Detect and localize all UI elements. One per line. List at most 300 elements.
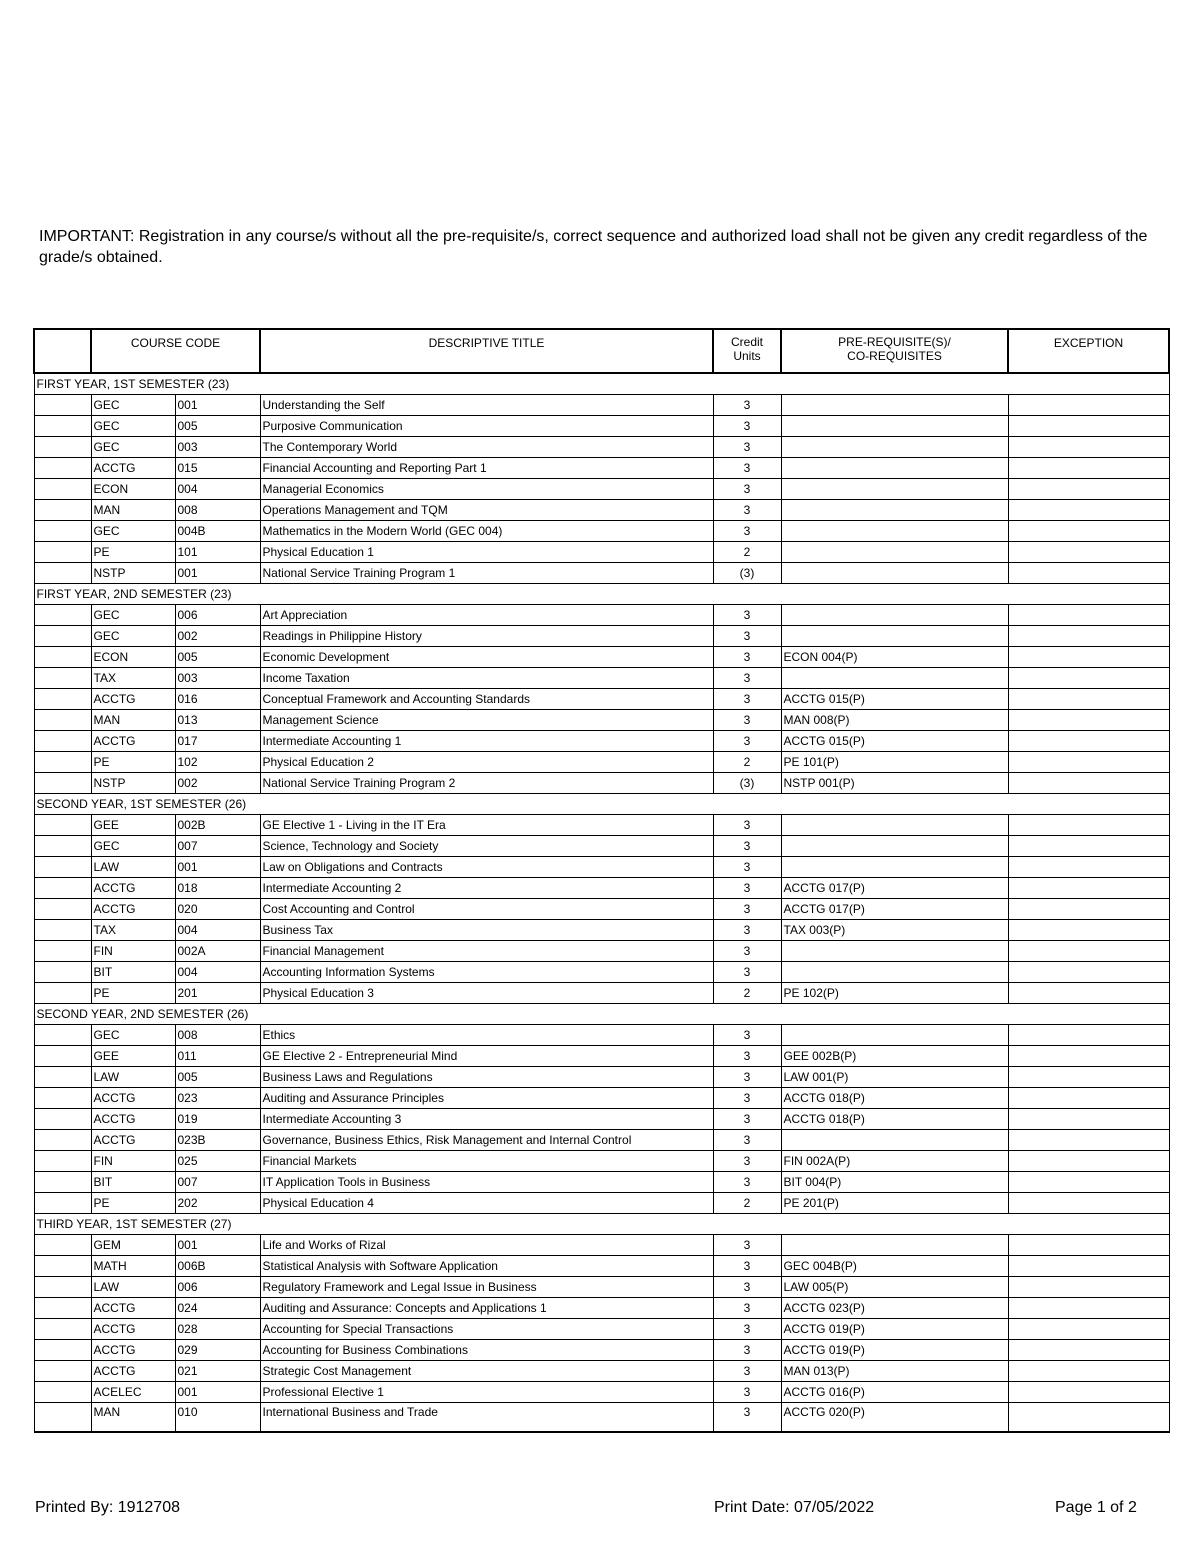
course-prerequisite <box>781 962 1008 983</box>
course-exception <box>1008 1361 1169 1382</box>
course-title: Managerial Economics <box>260 479 713 500</box>
course-title: Understanding the Self <box>260 395 713 416</box>
course-subject: PE <box>91 752 175 773</box>
course-prerequisite: TAX 003(P) <box>781 920 1008 941</box>
course-prerequisite: GEC 004B(P) <box>781 1256 1008 1277</box>
course-title: Physical Education 1 <box>260 542 713 563</box>
course-prerequisite: ACCTG 015(P) <box>781 689 1008 710</box>
course-subject: ACCTG <box>91 1109 175 1130</box>
course-row <box>34 920 1169 941</box>
header-prerequisites <box>781 329 1008 373</box>
course-subject: MAN <box>91 710 175 731</box>
course-exception <box>1008 1025 1169 1046</box>
course-number: 006 <box>175 605 260 626</box>
course-units: 3 <box>713 395 781 416</box>
course-row <box>34 1025 1169 1046</box>
course-title: Financial Accounting and Reporting Part 1 <box>260 458 713 479</box>
course-units: 3 <box>713 605 781 626</box>
course-subject: MAN <box>91 1403 175 1433</box>
course-row <box>34 1109 1169 1130</box>
course-subject: GEE <box>91 815 175 836</box>
course-subject: TAX <box>91 920 175 941</box>
course-units: (3) <box>713 563 781 584</box>
course-subject: PE <box>91 542 175 563</box>
course-units: 3 <box>713 689 781 710</box>
course-row <box>34 1151 1169 1172</box>
course-subject: PE <box>91 1193 175 1214</box>
course-units: 3 <box>713 647 781 668</box>
row-blank-cell <box>34 1403 91 1433</box>
course-title: Life and Works of Rizal <box>260 1235 713 1256</box>
course-exception <box>1008 878 1169 899</box>
course-row <box>34 1340 1169 1361</box>
course-exception <box>1008 815 1169 836</box>
course-title: Governance, Business Ethics, Risk Management and Internal Control <box>260 1130 713 1151</box>
course-exception <box>1008 1067 1169 1088</box>
course-prerequisite <box>781 479 1008 500</box>
course-row <box>34 1235 1169 1256</box>
course-subject: ACCTG <box>91 1088 175 1109</box>
course-units: 3 <box>713 479 781 500</box>
course-exception <box>1008 1151 1169 1172</box>
row-blank-cell <box>34 542 91 563</box>
course-subject: ACCTG <box>91 878 175 899</box>
course-title: Financial Management <box>260 941 713 962</box>
row-blank-cell <box>34 521 91 542</box>
course-row <box>34 521 1169 542</box>
course-exception <box>1008 773 1169 794</box>
semester-header-row <box>34 373 1169 395</box>
course-subject: FIN <box>91 941 175 962</box>
row-blank-cell <box>34 1277 91 1298</box>
course-exception <box>1008 416 1169 437</box>
page-number: Page 1 of 2 <box>1055 1499 1137 1516</box>
row-blank-cell <box>34 395 91 416</box>
course-prerequisite <box>781 941 1008 962</box>
course-exception <box>1008 395 1169 416</box>
course-prerequisite: ECON 004(P) <box>781 647 1008 668</box>
row-blank-cell <box>34 1193 91 1214</box>
row-blank-cell <box>34 1319 91 1340</box>
course-subject: ACCTG <box>91 1340 175 1361</box>
course-title: International Business and Trade <box>260 1403 713 1433</box>
course-units: 3 <box>713 458 781 479</box>
semester-header-row <box>34 584 1169 605</box>
course-units: 3 <box>713 962 781 983</box>
header-descriptive-title: DESCRIPTIVE TITLE <box>260 329 713 373</box>
course-units: 3 <box>713 500 781 521</box>
course-prerequisite <box>781 1235 1008 1256</box>
course-title: Strategic Cost Management <box>260 1361 713 1382</box>
course-exception <box>1008 920 1169 941</box>
row-blank-cell <box>34 983 91 1004</box>
course-row <box>34 857 1169 878</box>
course-title: IT Application Tools in Business <box>260 1172 713 1193</box>
course-title: The Contemporary World <box>260 437 713 458</box>
course-number: 020 <box>175 899 260 920</box>
course-units: 3 <box>713 1130 781 1151</box>
course-row <box>34 1319 1169 1340</box>
course-prerequisite: PE 101(P) <box>781 752 1008 773</box>
course-number: 201 <box>175 983 260 1004</box>
course-title: National Service Training Program 2 <box>260 773 713 794</box>
course-exception <box>1008 1130 1169 1151</box>
course-exception <box>1008 479 1169 500</box>
course-row <box>34 1172 1169 1193</box>
course-number: 102 <box>175 752 260 773</box>
course-subject: GEC <box>91 1025 175 1046</box>
course-subject: NSTP <box>91 563 175 584</box>
row-blank-cell <box>34 1256 91 1277</box>
course-subject: BIT <box>91 962 175 983</box>
semester-label: SECOND YEAR, 1ST SEMESTER (26) <box>34 794 1169 815</box>
row-blank-cell <box>34 437 91 458</box>
course-prerequisite <box>781 437 1008 458</box>
course-number: 029 <box>175 1340 260 1361</box>
course-exception <box>1008 899 1169 920</box>
course-title: Statistical Analysis with Software Application <box>260 1256 713 1277</box>
course-row <box>34 752 1169 773</box>
course-number: 015 <box>175 458 260 479</box>
course-number: 002A <box>175 941 260 962</box>
course-prerequisite <box>781 836 1008 857</box>
course-units: 2 <box>713 752 781 773</box>
course-prerequisite: MAN 013(P) <box>781 1361 1008 1382</box>
important-notice: IMPORTANT: Registration in any course/s without all the pre-requisite/s, correct sequence and authorized load shall not be given any credit regardless of the grade/s obtained. <box>39 228 1148 266</box>
course-exception <box>1008 1277 1169 1298</box>
row-blank-cell <box>34 563 91 584</box>
course-title: National Service Training Program 1 <box>260 563 713 584</box>
row-blank-cell <box>34 1340 91 1361</box>
course-units: 3 <box>713 1046 781 1067</box>
course-exception <box>1008 1340 1169 1361</box>
row-blank-cell <box>34 1088 91 1109</box>
course-subject: ACCTG <box>91 689 175 710</box>
row-blank-cell <box>34 479 91 500</box>
course-title: Conceptual Framework and Accounting Standards <box>260 689 713 710</box>
course-prerequisite: ACCTG 020(P) <box>781 1403 1008 1433</box>
course-prerequisite <box>781 500 1008 521</box>
course-exception <box>1008 1382 1169 1403</box>
course-subject: ECON <box>91 479 175 500</box>
row-blank-cell <box>34 941 91 962</box>
row-blank-cell <box>34 1025 91 1046</box>
semester-label: SECOND YEAR, 2ND SEMESTER (26) <box>34 1004 1169 1025</box>
course-exception <box>1008 437 1169 458</box>
course-subject: LAW <box>91 1277 175 1298</box>
course-row <box>34 815 1169 836</box>
row-blank-cell <box>34 458 91 479</box>
course-prerequisite <box>781 857 1008 878</box>
row-blank-cell <box>34 962 91 983</box>
course-title: Physical Education 3 <box>260 983 713 1004</box>
course-row <box>34 1277 1169 1298</box>
course-subject: GEC <box>91 836 175 857</box>
course-exception <box>1008 1046 1169 1067</box>
course-number: 010 <box>175 1403 260 1433</box>
course-units: 3 <box>713 1298 781 1319</box>
header-credit-units <box>713 329 781 373</box>
course-units: 3 <box>713 521 781 542</box>
course-exception <box>1008 941 1169 962</box>
row-blank-cell <box>34 710 91 731</box>
course-title: Intermediate Accounting 3 <box>260 1109 713 1130</box>
course-number: 001 <box>175 563 260 584</box>
course-subject: ACCTG <box>91 1130 175 1151</box>
course-prerequisite: NSTP 001(P) <box>781 773 1008 794</box>
course-exception <box>1008 521 1169 542</box>
course-number: 005 <box>175 1067 260 1088</box>
course-prerequisite <box>781 458 1008 479</box>
course-units: 3 <box>713 416 781 437</box>
course-number: 023B <box>175 1130 260 1151</box>
course-prerequisite: ACCTG 017(P) <box>781 878 1008 899</box>
row-blank-cell <box>34 1361 91 1382</box>
course-title: Intermediate Accounting 2 <box>260 878 713 899</box>
table-header-row <box>34 329 1169 373</box>
course-number: 002 <box>175 626 260 647</box>
course-subject: ACELEC <box>91 1382 175 1403</box>
header-prerequisites-line2: CO-REQUISITES <box>847 349 942 363</box>
course-row <box>34 500 1169 521</box>
course-row <box>34 962 1169 983</box>
print-date: Print Date: 07/05/2022 <box>714 1499 875 1516</box>
course-prerequisite <box>781 626 1008 647</box>
course-prerequisite <box>781 668 1008 689</box>
course-exception <box>1008 836 1169 857</box>
row-blank-cell <box>34 857 91 878</box>
course-title: Intermediate Accounting 1 <box>260 731 713 752</box>
course-title: GE Elective 2 - Entrepreneurial Mind <box>260 1046 713 1067</box>
course-row <box>34 458 1169 479</box>
course-subject: GEC <box>91 605 175 626</box>
course-exception <box>1008 1172 1169 1193</box>
course-number: 002 <box>175 773 260 794</box>
course-units: 3 <box>713 1109 781 1130</box>
course-prerequisite: ACCTG 017(P) <box>781 899 1008 920</box>
course-subject: BIT <box>91 1172 175 1193</box>
row-blank-cell <box>34 1109 91 1130</box>
course-row <box>34 878 1169 899</box>
header-course-code: COURSE CODE <box>91 329 260 373</box>
course-number: 001 <box>175 395 260 416</box>
course-prerequisite: LAW 001(P) <box>781 1067 1008 1088</box>
course-exception <box>1008 458 1169 479</box>
course-title: Art Appreciation <box>260 605 713 626</box>
course-number: 023 <box>175 1088 260 1109</box>
row-blank-cell <box>34 416 91 437</box>
row-blank-cell <box>34 647 91 668</box>
course-subject: ACCTG <box>91 458 175 479</box>
course-exception <box>1008 731 1169 752</box>
course-row <box>34 1403 1169 1433</box>
course-prerequisite: ACCTG 023(P) <box>781 1298 1008 1319</box>
course-row <box>34 710 1169 731</box>
course-units: 3 <box>713 1235 781 1256</box>
row-blank-cell <box>34 815 91 836</box>
row-blank-cell <box>34 773 91 794</box>
course-subject: ACCTG <box>91 731 175 752</box>
course-exception <box>1008 1256 1169 1277</box>
course-exception <box>1008 605 1169 626</box>
course-number: 028 <box>175 1319 260 1340</box>
row-blank-cell <box>34 878 91 899</box>
row-blank-cell <box>34 668 91 689</box>
course-row <box>34 731 1169 752</box>
course-exception <box>1008 752 1169 773</box>
course-exception <box>1008 647 1169 668</box>
course-units: 3 <box>713 857 781 878</box>
course-prerequisite: LAW 005(P) <box>781 1277 1008 1298</box>
row-blank-cell <box>34 1172 91 1193</box>
course-number: 007 <box>175 1172 260 1193</box>
course-title: Mathematics in the Modern World (GEC 004) <box>260 521 713 542</box>
row-blank-cell <box>34 1067 91 1088</box>
course-row <box>34 479 1169 500</box>
course-exception <box>1008 710 1169 731</box>
course-exception <box>1008 626 1169 647</box>
course-exception <box>1008 689 1169 710</box>
course-row <box>34 1298 1169 1319</box>
course-number: 004 <box>175 920 260 941</box>
course-subject: ACCTG <box>91 1361 175 1382</box>
course-units: 3 <box>713 1025 781 1046</box>
course-title: Business Tax <box>260 920 713 941</box>
row-blank-cell <box>34 899 91 920</box>
course-row <box>34 437 1169 458</box>
course-number: 005 <box>175 416 260 437</box>
course-units: 3 <box>713 1361 781 1382</box>
course-units: 2 <box>713 983 781 1004</box>
curriculum-body <box>34 373 1169 1432</box>
course-prerequisite: ACCTG 019(P) <box>781 1319 1008 1340</box>
course-subject: LAW <box>91 857 175 878</box>
semester-label: THIRD YEAR, 1ST SEMESTER (27) <box>34 1214 1169 1235</box>
course-units: 3 <box>713 1382 781 1403</box>
course-number: 016 <box>175 689 260 710</box>
course-title: Accounting for Special Transactions <box>260 1319 713 1340</box>
curriculum-table <box>33 328 1170 1433</box>
course-units: 2 <box>713 542 781 563</box>
course-title: Income Taxation <box>260 668 713 689</box>
course-subject: ECON <box>91 647 175 668</box>
course-units: 3 <box>713 1067 781 1088</box>
course-prerequisite: ACCTG 018(P) <box>781 1088 1008 1109</box>
course-row <box>34 941 1169 962</box>
course-units: 3 <box>713 731 781 752</box>
course-title: Accounting for Business Combinations <box>260 1340 713 1361</box>
course-title: Cost Accounting and Control <box>260 899 713 920</box>
course-units: 3 <box>713 1151 781 1172</box>
course-title: Ethics <box>260 1025 713 1046</box>
course-number: 004 <box>175 479 260 500</box>
course-number: 002B <box>175 815 260 836</box>
course-number: 024 <box>175 1298 260 1319</box>
course-row <box>34 1088 1169 1109</box>
course-title: Regulatory Framework and Legal Issue in Business <box>260 1277 713 1298</box>
course-units: 2 <box>713 1193 781 1214</box>
course-exception <box>1008 1298 1169 1319</box>
course-row <box>34 1046 1169 1067</box>
course-exception <box>1008 962 1169 983</box>
course-row <box>34 899 1169 920</box>
course-row <box>34 1067 1169 1088</box>
course-exception <box>1008 1403 1169 1433</box>
course-units: 3 <box>713 626 781 647</box>
course-units: 3 <box>713 1277 781 1298</box>
header-credit-units-line1: Credit <box>730 335 763 349</box>
course-subject: GEE <box>91 1046 175 1067</box>
course-title: Physical Education 2 <box>260 752 713 773</box>
course-prerequisite <box>781 542 1008 563</box>
row-blank-cell <box>34 1046 91 1067</box>
course-number: 001 <box>175 1382 260 1403</box>
course-title: Financial Markets <box>260 1151 713 1172</box>
course-prerequisite <box>781 563 1008 584</box>
semester-header-row <box>34 1214 1169 1235</box>
course-subject: GEC <box>91 395 175 416</box>
course-title: Management Science <box>260 710 713 731</box>
header-exception: EXCEPTION <box>1008 329 1169 373</box>
row-blank-cell <box>34 1235 91 1256</box>
course-row <box>34 563 1169 584</box>
course-title: Auditing and Assurance Principles <box>260 1088 713 1109</box>
course-subject: GEC <box>91 521 175 542</box>
course-number: 013 <box>175 710 260 731</box>
course-exception <box>1008 563 1169 584</box>
course-prerequisite: ACCTG 018(P) <box>781 1109 1008 1130</box>
header-blank <box>34 329 91 373</box>
course-number: 004B <box>175 521 260 542</box>
course-title: GE Elective 1 - Living in the IT Era <box>260 815 713 836</box>
course-title: Professional Elective 1 <box>260 1382 713 1403</box>
course-row <box>34 1382 1169 1403</box>
course-prerequisite <box>781 815 1008 836</box>
course-exception <box>1008 1319 1169 1340</box>
course-exception <box>1008 500 1169 521</box>
course-prerequisite <box>781 605 1008 626</box>
course-units: 3 <box>713 878 781 899</box>
course-exception <box>1008 857 1169 878</box>
course-subject: MAN <box>91 500 175 521</box>
course-prerequisite: ACCTG 019(P) <box>781 1340 1008 1361</box>
course-row <box>34 773 1169 794</box>
row-blank-cell <box>34 500 91 521</box>
course-prerequisite: MAN 008(P) <box>781 710 1008 731</box>
course-row <box>34 605 1169 626</box>
course-subject: LAW <box>91 1067 175 1088</box>
course-prerequisite: ACCTG 015(P) <box>781 731 1008 752</box>
course-units: 3 <box>713 1403 781 1433</box>
semester-label: FIRST YEAR, 2ND SEMESTER (23) <box>34 584 1169 605</box>
course-subject: ACCTG <box>91 899 175 920</box>
course-subject: MATH <box>91 1256 175 1277</box>
row-blank-cell <box>34 605 91 626</box>
row-blank-cell <box>34 626 91 647</box>
course-exception <box>1008 1235 1169 1256</box>
course-number: 001 <box>175 1235 260 1256</box>
course-subject: GEC <box>91 416 175 437</box>
course-exception <box>1008 983 1169 1004</box>
course-title: Business Laws and Regulations <box>260 1067 713 1088</box>
course-row <box>34 689 1169 710</box>
course-prerequisite <box>781 1130 1008 1151</box>
course-units: 3 <box>713 815 781 836</box>
course-number: 019 <box>175 1109 260 1130</box>
course-title: Purposive Communication <box>260 416 713 437</box>
course-units: 3 <box>713 920 781 941</box>
course-units: 3 <box>713 437 781 458</box>
